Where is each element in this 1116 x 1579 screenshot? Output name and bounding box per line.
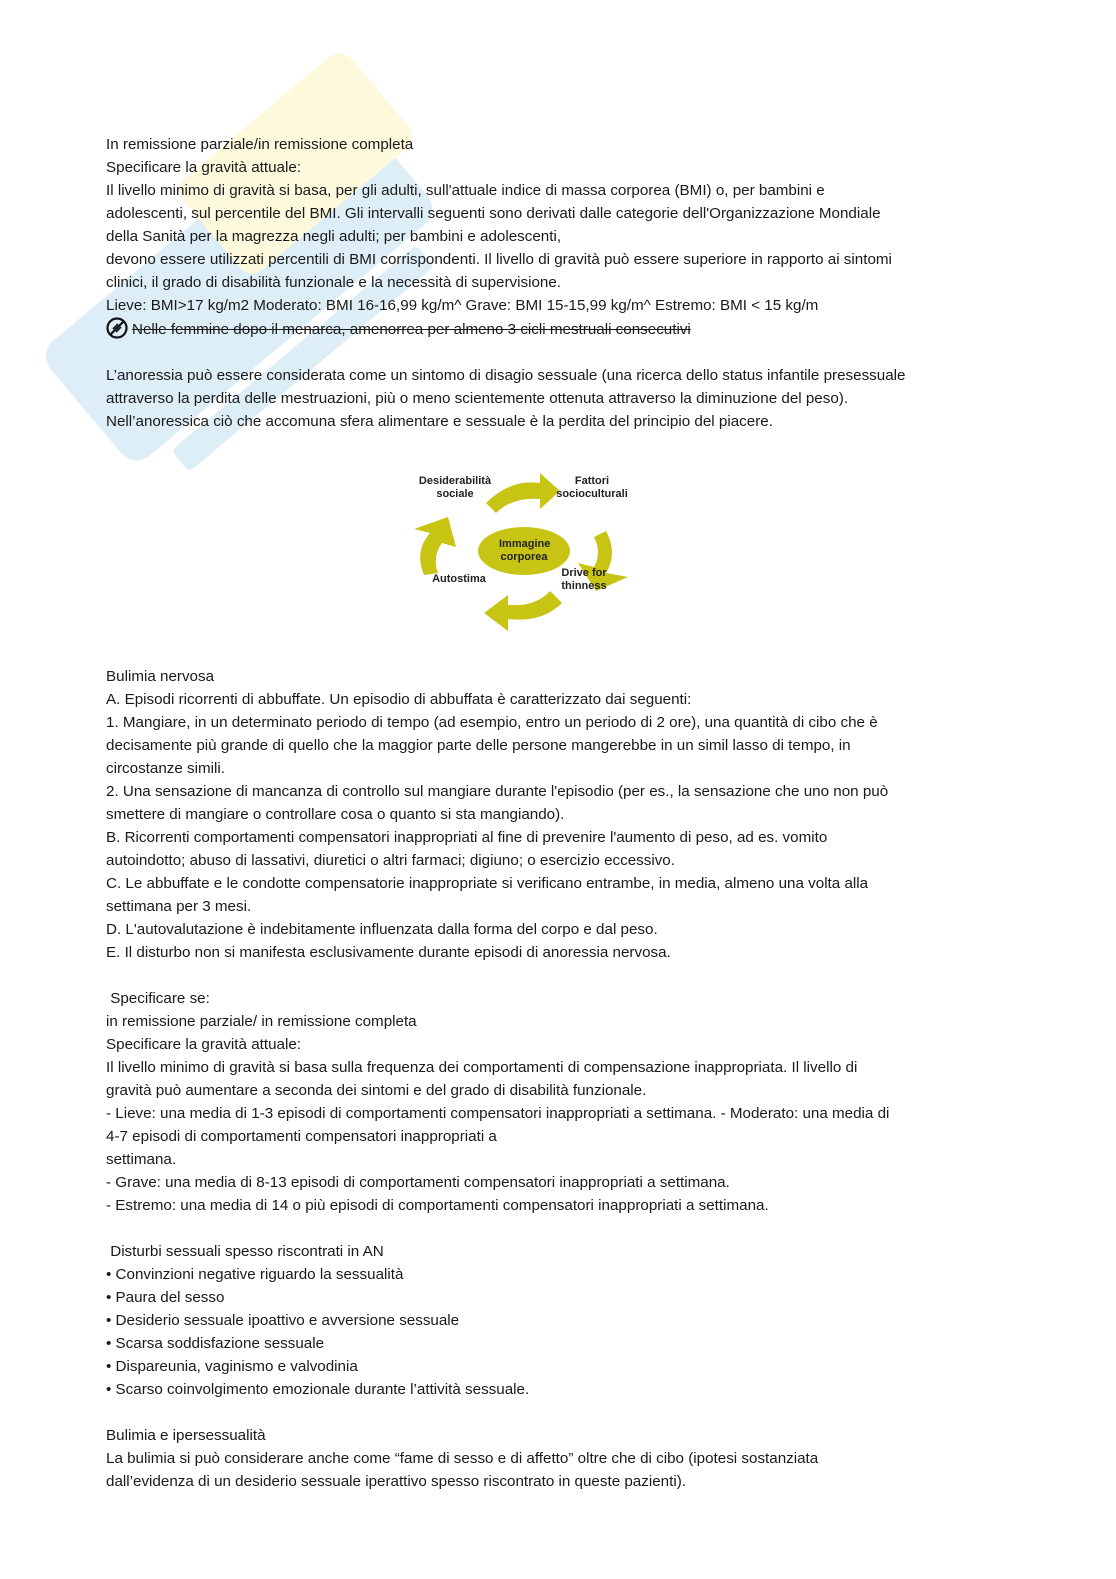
text-line: della Sanità per la magrezza negli adulti; per bambini e adolescenti,	[106, 228, 562, 245]
text-line: in remissione parziale/ in remissione completa	[106, 1013, 417, 1030]
text-line: Lieve: BMI>17 kg/m2 Moderato: BMI 16-16,99 kg/m^ Grave: BMI 15-15,99 kg/m^ Estremo: BMI < 15 kg/m	[106, 297, 819, 314]
section-title: Bulimia nervosa	[106, 668, 215, 685]
label-bottom-left: Autostima	[432, 573, 486, 585]
text-line: gravità può aumentare a seconda dei sintomi e del grado di disabilità funzionale.	[106, 1082, 647, 1099]
text-line: decisamente più grande di quello che la maggior parte delle persone mangerebbe in un simil lasso di tempo, in	[106, 737, 851, 754]
list-item: • Paura del sesso	[106, 1289, 225, 1306]
text-line: - Grave: una media di 8-13 episodi di comportamenti compensatori inappropriati a settimana.	[106, 1174, 730, 1191]
text-line: settimana.	[106, 1151, 177, 1168]
label-bottom-right: Drive for thinness	[561, 567, 607, 592]
text-line: D. L'autovalutazione è indebitamente influenzata dalla forma del corpo e dal peso.	[106, 921, 658, 938]
text-line: L’anoressia può essere considerata come un sintomo di disagio sessuale (una ricerca dello status infantile presessuale	[106, 367, 906, 384]
text-line: dall’evidenza di un desiderio sessuale iperattivo spesso riscontrato in queste pazienti).	[106, 1473, 686, 1490]
text-line: C. Le abbuffate e le condotte compensatorie inappropriate si verificano entrambe, in media, almeno una volta alla	[106, 875, 869, 892]
prohibited-icon	[106, 317, 128, 339]
text-line: attraverso la perdita delle mestruazioni, più o meno scientemente ottenuta attraverso la diminuzione del peso).	[106, 390, 849, 407]
section-title: Bulimia e ipersessualità	[106, 1427, 266, 1444]
section-title: Disturbi sessuali spesso riscontrati in AN	[106, 1243, 384, 1260]
text-line: Il livello minimo di gravità si basa, per gli adulti, sull'attuale indice di massa corporea (BMI) o, per bambini e	[106, 182, 825, 199]
ipersessualita-section	[106, 1424, 1006, 1493]
text-line: Nell’anoressica ciò che accomuna sfera alimentare e sessuale è la perdita del principio del piacere.	[106, 413, 773, 430]
list-item: • Scarso coinvolgimento emozionale durante l’attività sessuale.	[106, 1381, 530, 1398]
text-line: - Estremo: una media di 14 o più episodi di comportamenti compensatori inappropriati a settimana.	[106, 1197, 769, 1214]
disturbi-section	[106, 1240, 1006, 1401]
text-line: Specificare se:	[106, 990, 210, 1007]
text-line: Specificare la gravità attuale:	[106, 159, 302, 176]
struck-line	[106, 317, 1006, 341]
list-item: • Convinzioni negative riguardo la sessualità	[106, 1266, 404, 1283]
arrow-left	[414, 517, 456, 575]
document-body	[106, 133, 1006, 1493]
list-item: • Dispareunia, vaginismo e valvodinia	[106, 1358, 358, 1375]
text-line: clinici, il grado di disabilità funzionale e la necessità di supervisione.	[106, 274, 562, 291]
text-line: Il livello minimo di gravità si basa sulla frequenza dei comportamenti di compensazione inappropriata. Il livello di	[106, 1059, 858, 1076]
struck-text: Nelle femmine dopo il menarca, amenorrea per almeno 3 cicli mestruali consecutivi	[132, 321, 691, 338]
text-line: circostanze simili.	[106, 760, 225, 777]
arrow-bottom	[484, 591, 562, 631]
body-image-cycle-diagram	[400, 455, 660, 635]
text-line: 2. Una sensazione di mancanza di controllo sul mangiare durante l'episodio (per es., la sensazione che uno non può	[106, 783, 889, 800]
text-line: adolescenti, sul percentile del BMI. Gli intervalli seguenti sono derivati dalle categorie dell'Organizzazione Mondiale	[106, 205, 881, 222]
text-line: La bulimia si può considerare anche come “fame di sesso e di affetto” oltre che di cibo (ipotesi sostanziata	[106, 1450, 819, 1467]
text-line: In remissione parziale/in remissione completa	[106, 136, 414, 153]
text-line: devono essere utilizzati percentili di BMI corrispondenti. Il livello di gravità può essere superiore in rapporto ai sintomi	[106, 251, 892, 268]
text-line: autoindotto; abuso di lassativi, diuretici o altri farmaci; digiuno; o esercizio eccessivo.	[106, 852, 675, 869]
text-line: - Lieve: una media di 1-3 episodi di comportamenti compensatori inappropriati a settimana. - Moderato: una media di	[106, 1105, 890, 1122]
text-line: B. Ricorrenti comportamenti compensatori inappropriati al fine di prevenire l'aumento di peso, ad es. vomito	[106, 829, 828, 846]
list-item: • Desiderio sessuale ipoattivo e avversione sessuale	[106, 1312, 460, 1329]
text-line: E. Il disturbo non si manifesta esclusivamente durante episodi di anoressia nervosa.	[106, 944, 671, 961]
bulimia-section	[106, 665, 1006, 964]
text-line: A. Episodi ricorrenti di abbuffate. Un episodio di abbuffata è caratterizzato dai seguenti:	[106, 691, 692, 708]
label-top-right: Fattori socioculturali	[556, 475, 628, 500]
label-center: Immagine corporea	[499, 538, 551, 563]
text-line: 4-7 episodi di comportamenti compensatori inappropriati a	[106, 1128, 497, 1145]
specificare-section	[106, 987, 1006, 1217]
anoressia-section	[106, 364, 1006, 433]
intro-section	[106, 133, 1006, 341]
list-item: • Scarsa soddisfazione sessuale	[106, 1335, 325, 1352]
text-line: smettere di mangiare o controllare cosa o quanto si sta mangiando).	[106, 806, 565, 823]
label-top-left: Desiderabilità sociale	[418, 475, 492, 500]
text-line: settimana per 3 mesi.	[106, 898, 252, 915]
text-line: Specificare la gravità attuale:	[106, 1036, 302, 1053]
text-line: 1. Mangiare, in un determinato periodo di tempo (ad esempio, entro un periodo di 2 ore), una quantità di cibo che è	[106, 714, 878, 731]
